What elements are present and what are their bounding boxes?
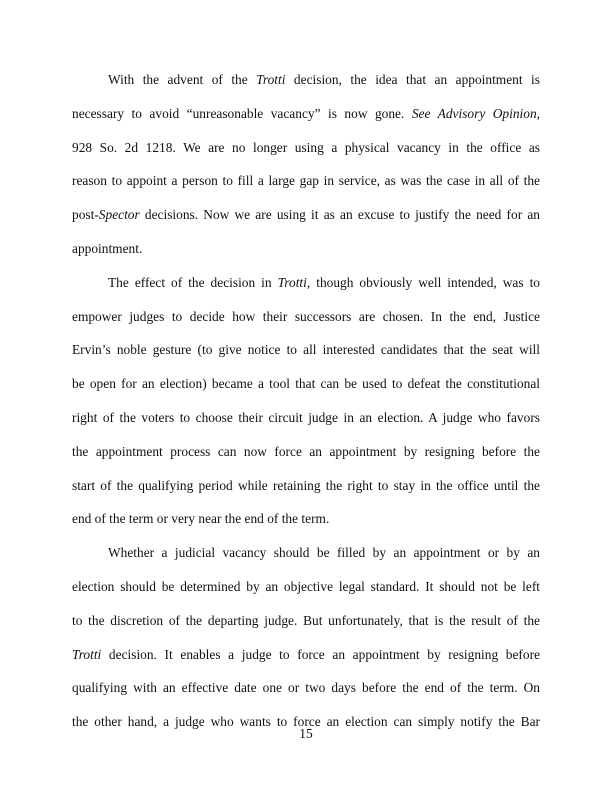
text-line — [72, 570, 540, 604]
text-segment: election should be determined by an objective legal standard. It should not be left — [72, 578, 540, 594]
italic-segment: Spector — [98, 207, 140, 223]
text-segment: With the advent of the — [108, 72, 257, 87]
text-line — [72, 469, 540, 503]
text-segment: to the discretion of the departing judge. But unfortunately, that is the result of the — [72, 612, 540, 628]
text-segment: decisions. Now we are using it as an excuse to justify the need for an — [139, 207, 540, 223]
text-line — [72, 401, 540, 435]
text-line — [72, 97, 540, 131]
text-segment: 928 So. 2d 1218. We are no longer using a physical vacancy in the office as — [72, 139, 540, 155]
page-number: 15 — [299, 726, 313, 741]
text-segment: appointment. — [72, 240, 143, 256]
text-line — [72, 198, 540, 232]
text-line — [72, 300, 540, 334]
text-line — [72, 638, 540, 672]
text-line — [72, 63, 540, 97]
text-segment: decision. It enables a judge to force an appointment by resigning before — [101, 646, 540, 662]
text-line — [72, 367, 540, 401]
body-text — [72, 63, 540, 739]
paragraph — [72, 536, 540, 739]
paragraph — [72, 63, 540, 266]
paragraph — [72, 266, 540, 536]
text-segment: the appointment process can now force an appointment by resigning before the — [72, 443, 540, 459]
text-line — [72, 502, 540, 536]
text-line — [72, 131, 540, 165]
text-segment: start of the qualifying period while retaining the right to stay in the office until the — [72, 477, 540, 493]
text-line — [72, 232, 540, 266]
text-line — [72, 266, 540, 300]
text-line — [72, 333, 540, 367]
text-segment: empower judges to decide how their successors are chosen. In the end, Justice — [72, 308, 540, 324]
text-segment: end of the term or very near the end of the term. — [72, 511, 330, 527]
text-line — [72, 435, 540, 469]
italic-segment: Trotti — [256, 72, 286, 87]
italic-segment: See Advisory Opinion — [411, 105, 537, 121]
text-segment: decision, the idea that an appointment is — [285, 72, 540, 87]
text-segment: The effect of the decision in — [108, 274, 278, 290]
text-segment: the other hand, a judge who wants to force an election can simply notify the Bar — [72, 714, 540, 730]
text-segment: be open for an election) became a tool that can be used to defeat the constitutional — [72, 376, 540, 392]
text-line — [72, 164, 540, 198]
text-segment: qualifying with an effective date one or two days before the end of the term. On — [72, 680, 540, 696]
text-segment: right of the voters to choose their circuit judge in an election. A judge who favors — [72, 409, 540, 425]
text-line — [72, 536, 540, 570]
text-line — [72, 604, 540, 638]
text-segment: necessary to avoid “unreasonable vacancy” is now gone. — [72, 105, 412, 121]
text-segment: reason to appoint a person to fill a large gap in service, as was the case in all of the — [72, 173, 540, 189]
italic-segment: Trotti — [277, 274, 307, 290]
italic-segment: Trotti — [72, 646, 102, 662]
text-segment: , though obviously well intended, was to — [306, 274, 540, 290]
text-segment: , — [536, 105, 541, 121]
text-segment: Whether a judicial vacancy should be filled by an appointment or by an — [108, 545, 540, 561]
text-segment: post- — [72, 207, 99, 223]
text-line — [72, 671, 540, 705]
text-segment: Ervin’s noble gesture (to give notice to all interested candidates that the seat will — [72, 342, 540, 358]
